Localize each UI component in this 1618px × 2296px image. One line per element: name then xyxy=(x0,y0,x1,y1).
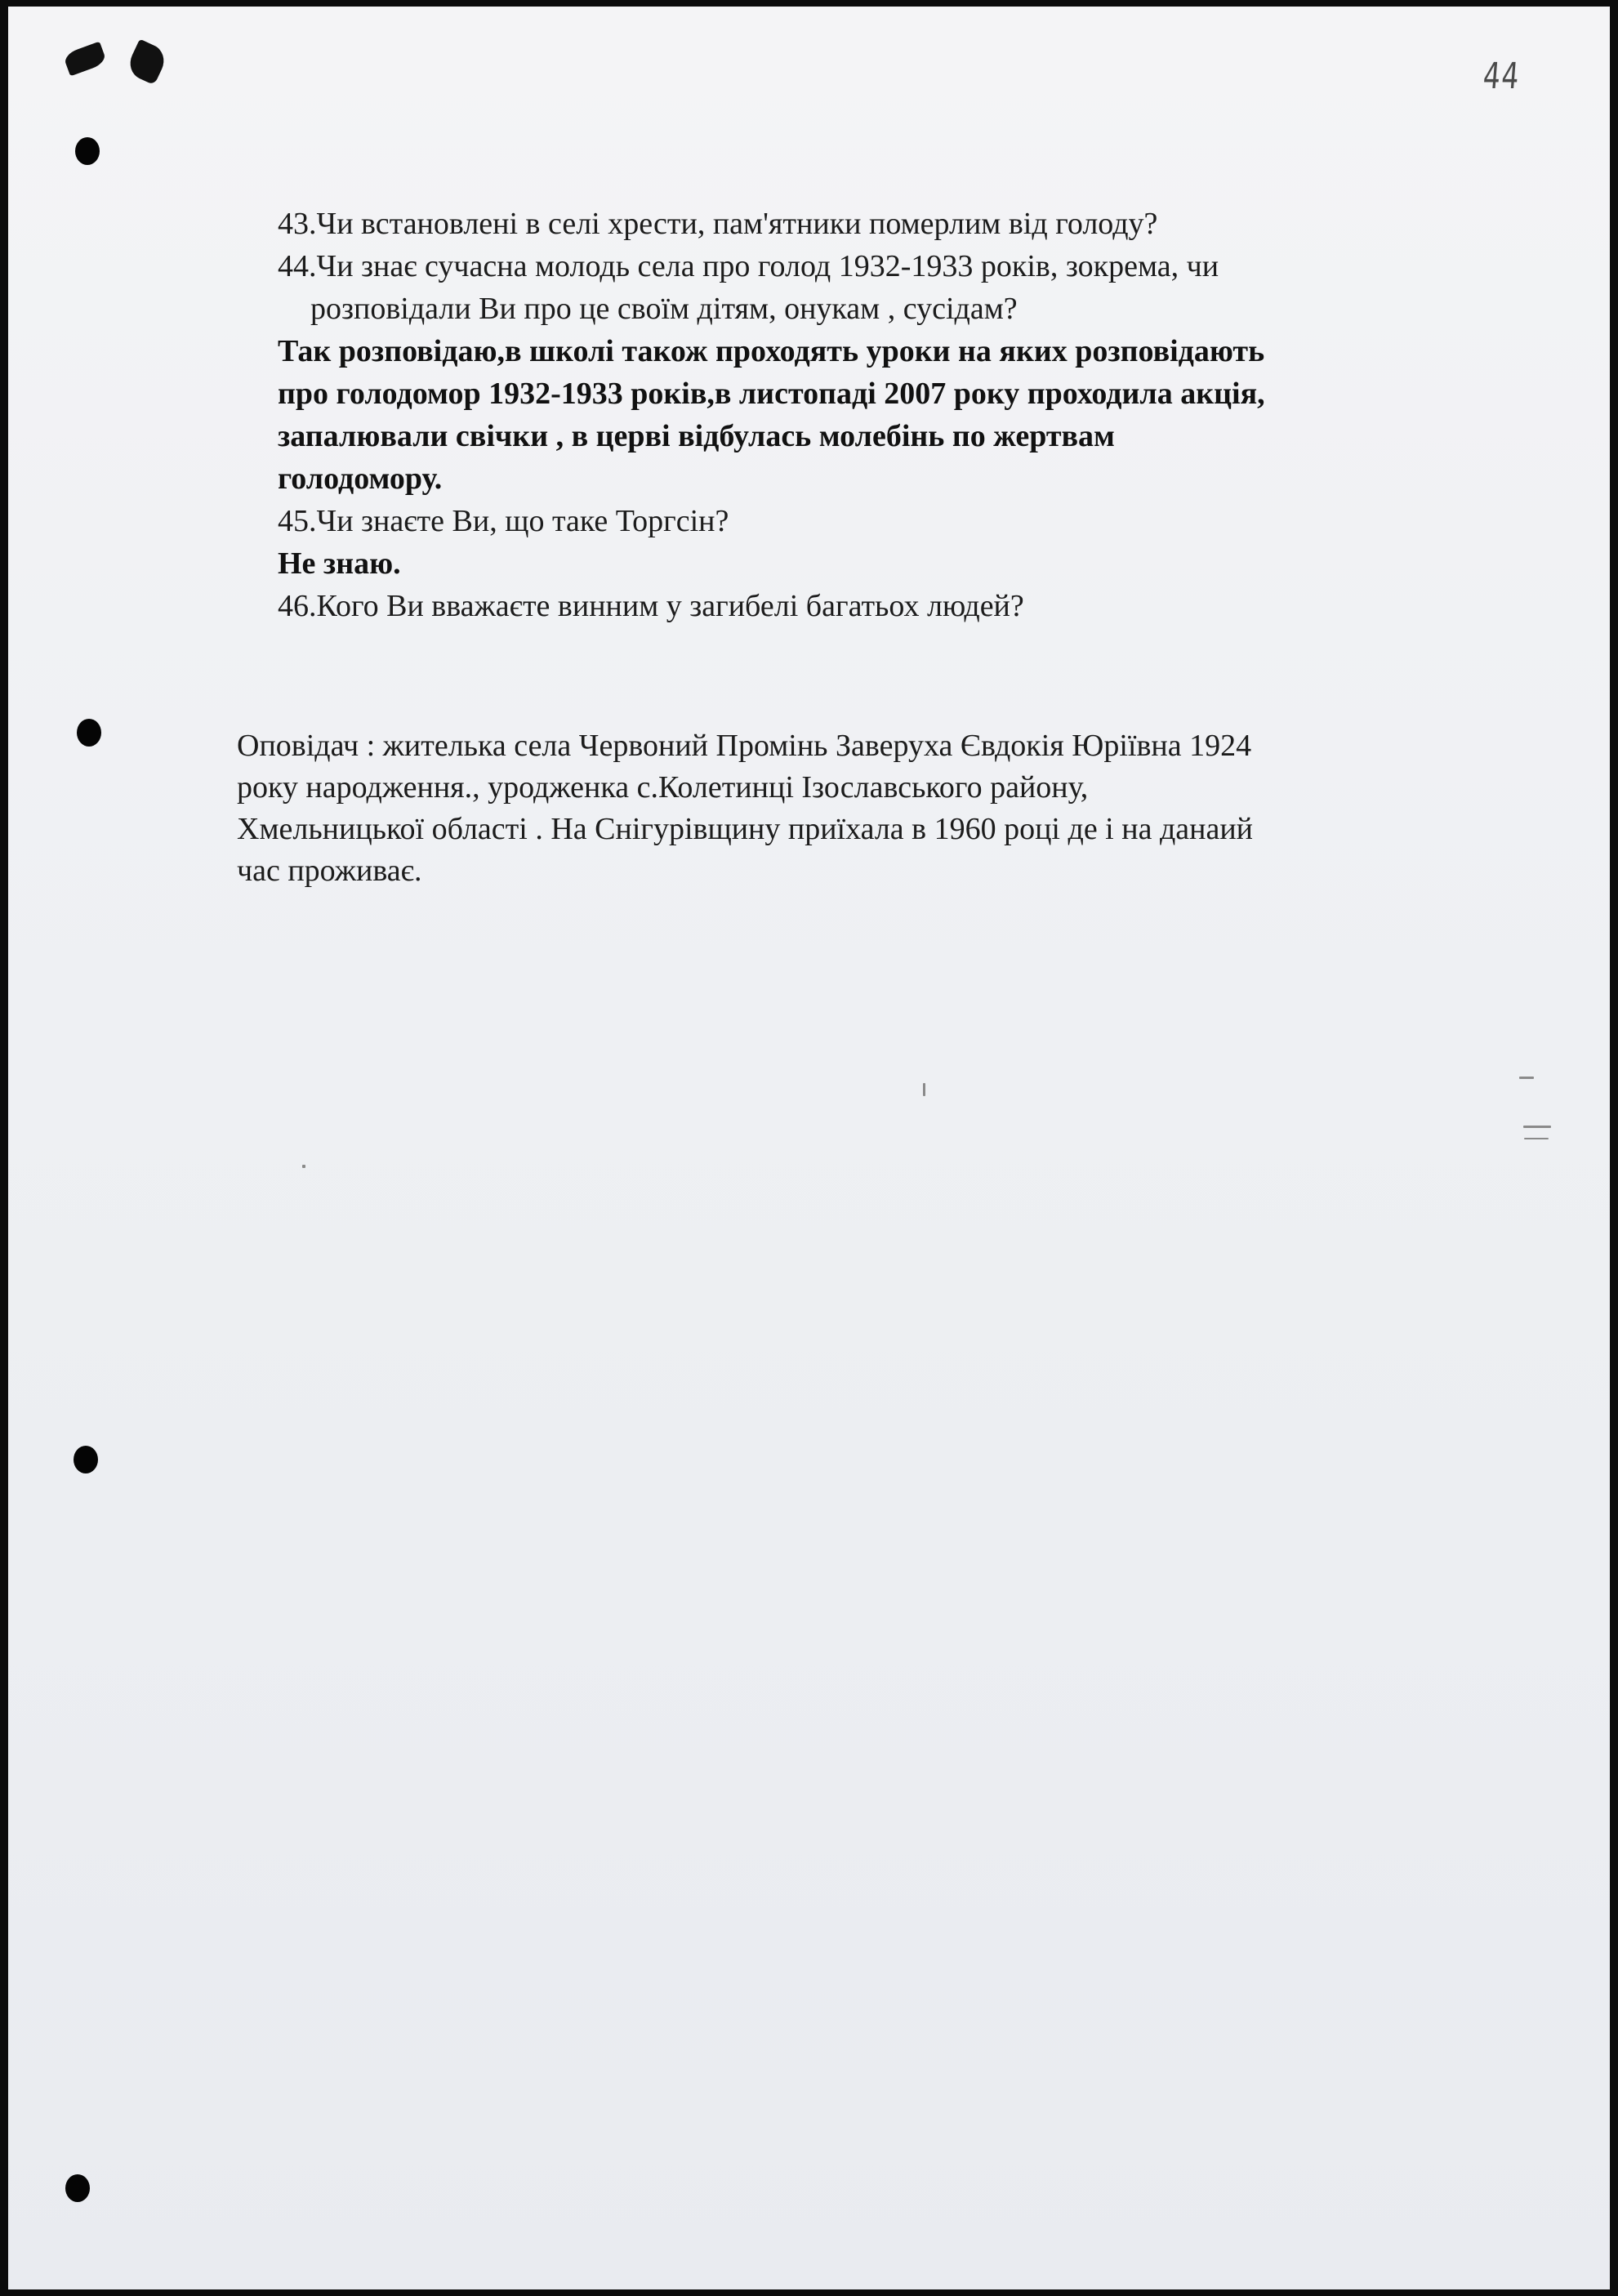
narrator-paragraph xyxy=(237,725,1511,892)
question-45: 45.Чи знаєте Ви, що таке Торгсін? xyxy=(278,504,729,538)
answer-44-line: голодомору. xyxy=(278,461,443,496)
scan-speck xyxy=(302,1165,305,1168)
page-number: 44 xyxy=(1481,56,1522,97)
answer-44-line: запалювали свічки , в церві відбулась молебінь по жертвам xyxy=(278,419,1115,453)
narrator-line: року народження., уродженка с.Колетинці Ізославського району, xyxy=(237,770,1089,805)
torn-corner-mark xyxy=(125,39,170,86)
answer-44-line: про голодомор 1932-1933 років,в листопаді 2007 року проходила акція, xyxy=(278,377,1265,411)
document-page xyxy=(8,7,1610,2289)
question-44: 44.Чи знає сучасна молодь села про голод 1932-1933 років, зокрема, чи xyxy=(278,249,1219,283)
narrator-line: Оповідач : жителька села Червоний Промінь Заверуха Євдокія Юріївна 1924 xyxy=(237,729,1252,763)
question-46: 46.Кого Ви вважаєте винним у загибелі багатьох людей? xyxy=(278,589,1024,623)
question-44-continued: розповідали Ви про це своїм дітям, онукам , сусідам? xyxy=(310,292,1018,326)
punch-hole xyxy=(65,2174,90,2202)
narrator-line: час проживає. xyxy=(237,854,422,888)
torn-corner-mark xyxy=(63,42,108,77)
narrator-line: Хмельницької області . На Снігурівщину приїхала в 1960 році де і на данаий xyxy=(237,812,1254,846)
scan-speck xyxy=(1523,1126,1551,1128)
scan-speck xyxy=(1519,1077,1534,1079)
punch-hole xyxy=(74,1446,98,1473)
scan-speck xyxy=(1524,1138,1549,1139)
question-43: 43.Чи встановлені в селі хрести, пам'ятники померлим від голоду? xyxy=(278,207,1158,241)
answer-44-line: Так розповідаю,в школі також проходять уроки на яких розповідають xyxy=(278,334,1265,368)
questions-block xyxy=(278,203,1536,627)
answer-45: Не знаю. xyxy=(278,546,401,581)
scan-speck xyxy=(923,1083,925,1096)
punch-hole xyxy=(77,719,101,747)
punch-hole xyxy=(75,137,100,165)
